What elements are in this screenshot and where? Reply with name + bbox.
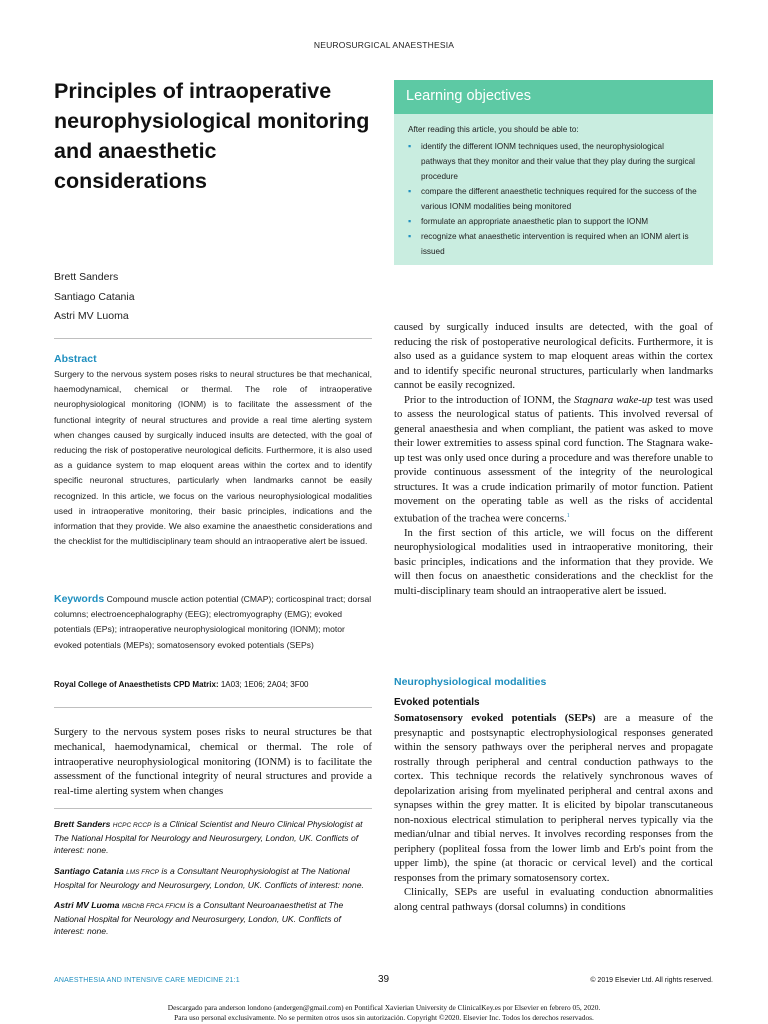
cpd-matrix (54, 680, 372, 689)
keywords-text: Compound muscle action potential (CMAP); corticospinal tract; dorsal columns; electroencephalography (EEG); electromyography (EMG); evoked potentials (EPs); intraoperative neurophysiological monitoring (IONM); motor evoked potentials (MEPs); somatosensory evoked potentials (SEPs) (54, 594, 372, 650)
bio-name: Astri MV Luoma (54, 900, 120, 911)
italic-term: Stagnara wake-up (574, 393, 653, 406)
abstract-heading: Abstract (54, 353, 97, 365)
bio-text: is a Consultant Neurophysiologist at The National Hospital for Neurology and Neurosurgery, London, UK. Conflicts of interest: none. (54, 865, 364, 890)
body-text-upper (394, 320, 713, 598)
divider (54, 808, 372, 809)
author-name: Astri MV Luoma (54, 310, 129, 322)
running-header: NEUROSURGICAL ANAESTHESIA (313, 40, 455, 50)
author-list (54, 268, 135, 327)
body-paragraph: Clinically, SEPs are useful in evaluating conduction abnormalities along central pathways (dorsal columns) in conditions (394, 886, 713, 913)
bio-text: is a Consultant Neuroanaesthetist at The National Hospital for Neurology and Neurosurgery, London, UK. Conflicts of interest: none. (54, 900, 344, 937)
list-item: ▪ identify the different IONM techniques used, the neurophysiological pathways that they monitor and their value that they play during the surgical procedure (408, 139, 698, 184)
bio-name: Brett Sanders (54, 819, 111, 829)
footer-copyright: © 2019 Elsevier Ltd. All rights reserved. (590, 977, 713, 984)
author-bio (54, 865, 372, 891)
body-text-lower (394, 711, 713, 914)
download-notice (0, 1003, 768, 1022)
list-item: ▪ formulate an appropriate anaesthetic plan to support the IONM (408, 214, 698, 229)
author-bio (54, 899, 372, 938)
download-line: Descargado para anderson londono (andergen@gmail.com) en Pontifical Xavierian University de ClinicalKey.es por Elsevier en febrero 05, 2020. (167, 1003, 601, 1012)
list-item: ▪ recognize what anaesthetic intervention is required when an IONM alert is issued (408, 229, 698, 259)
learning-objectives-title: Learning objectives (406, 88, 531, 104)
section-heading: Neurophysiological modalities (394, 676, 547, 688)
divider (54, 338, 372, 339)
bio-credentials: LMS FRCP (126, 868, 159, 876)
learning-objectives-intro: After reading this article, you should be able to: (408, 125, 579, 134)
author-name: Brett Sanders (54, 271, 119, 283)
author-name: Santiago Catania (54, 290, 135, 303)
text-span: test was used to assess the neurological status of patients. This involved reversal of general anaesthesia and when compliant, the patient was asked to move their lower extremities to assess spinal cord function. The Stagnara wake-up test was only used once during a procedure and was therefore unable to provide continuous assessment of the integrity of the neurological structures. It was a crude indication primarily of motor function. Patient movement on the operating table as well as the risks of accidental extubation of the trachea were concerns. (394, 393, 713, 525)
bio-credentials: MBChB FRCA FFICM (121, 903, 186, 911)
page-number: 39 (378, 974, 390, 985)
text-span: are a measure of the presynaptic and postsynaptic electrophysiological responses generated within the sensory pathways over the peripheral nerves and propagate rostrally through peripheral and central conduction pathways to the cortex. This technique records the relatively synchronous waves of depolarization arising from myelinated peripheral and central axons and synapses within the grey matter. It is elicited by bipolar transcutaneous non-noxious electrical stimulation to peripheral nerves typically via the median/ulnar and tibial nerves. It involves recording responses from the periphery (popliteal fossa from the lower limb and Erb's point from the upper limb), the spine (at thoracic or cervical level) and the cortical responses from the primary somatosensory cortex. (394, 712, 713, 884)
list-item: ▪ compare the different anaesthetic techniques required for the success of the various IONM modalities being monitored (408, 184, 698, 214)
body-paragraph: caused by surgically induced insults are detected, with the goal of reducing the risk of postoperative neurological deficits. Furthermore, it is also used as a guidance system to map eloquent areas within the cortex and to identify specific neuronal structures, particularly when landmarks cannot be easily recognized. (394, 321, 713, 391)
body-paragraph (394, 393, 713, 526)
cpd-label: Royal College of Anaesthetists CPD Matrix: (54, 680, 219, 689)
author-bio (54, 818, 372, 857)
keywords (54, 592, 372, 653)
body-paragraph (394, 711, 713, 885)
footer-journal: ANAESTHESIA AND INTENSIVE CARE MEDICINE 21:1 (54, 977, 240, 984)
intro-paragraph: Surgery to the nervous system poses risks to neural structures be that mechanical, haemodynamical, chemical or thermal. The role of intraoperative neurophysiological monitoring (IONM) is to facilitate the assessment of the functional integrity of neural structures and provide a real-time alerting system when changes (54, 726, 372, 798)
bio-text: is a Clinical Scientist and Neuro Clinical Physiologist at The National Hospital for Neurology and Neurosurgery, London, UK. Conflicts of interest: none. (54, 819, 363, 856)
abstract-text: Surgery to the nervous system poses risks to neural structures be that mechanical, haemodynamical, chemical or thermal. The role of intraoperative neurophysiological monitoring (IONM) is to facilitate the assessment of the functional integrity of neural structures and provide a real time alerting system when changes caused by surgically induced insults are detected, with the goal of reducing the risk of postoperative neurological deficits. Furthermore, it is also used as a guidance system to map eloquent areas within the cortex and to identify specific neuronal structures, particularly when landmarks cannot be easily recognized. In this article, we focus on the various neurophysiological modalities used in intraoperative monitoring, their basic principles, indications and the information that they provide. We also examine the anaesthetic considerations and the checklist for the multidisciplinary team should an intraoperative alert be issued. (54, 369, 372, 547)
reference-link[interactable]: 1 (566, 512, 570, 519)
keywords-heading: Keywords (54, 593, 105, 605)
cpd-value: 1A03; 1E06; 2A04; 3F00 (220, 680, 309, 689)
bold-term: Somatosensory evoked potentials (SEPs) (394, 712, 596, 724)
author-bios (54, 818, 372, 946)
text-span: Prior to the introduction of IONM, the (404, 393, 575, 406)
body-paragraph: In the first section of this article, we will focus on the different neurophysiological modalities used in intraoperative monitoring, their basic principles, indications and the information that they provide. We will then focus on anaesthetic considerations and the checklist for the multi-disciplinary team should an intraoperative alert be issued. (394, 526, 713, 597)
bio-credentials: HCPC RCCP (112, 822, 152, 829)
article-title: Principles of intraoperative neurophysiological monitoring and anaesthetic considerations (54, 79, 370, 193)
divider (54, 707, 372, 708)
bio-name: Santiago Catania (54, 865, 124, 876)
download-line: Para uso personal exclusivamente. No se permiten otros usos sin autorización. Copyright ©2020. Elsevier Inc. Todos los derechos reservados. (174, 1012, 594, 1022)
subsection-heading: Evoked potentials (394, 697, 480, 708)
learning-objectives-list (408, 139, 698, 259)
